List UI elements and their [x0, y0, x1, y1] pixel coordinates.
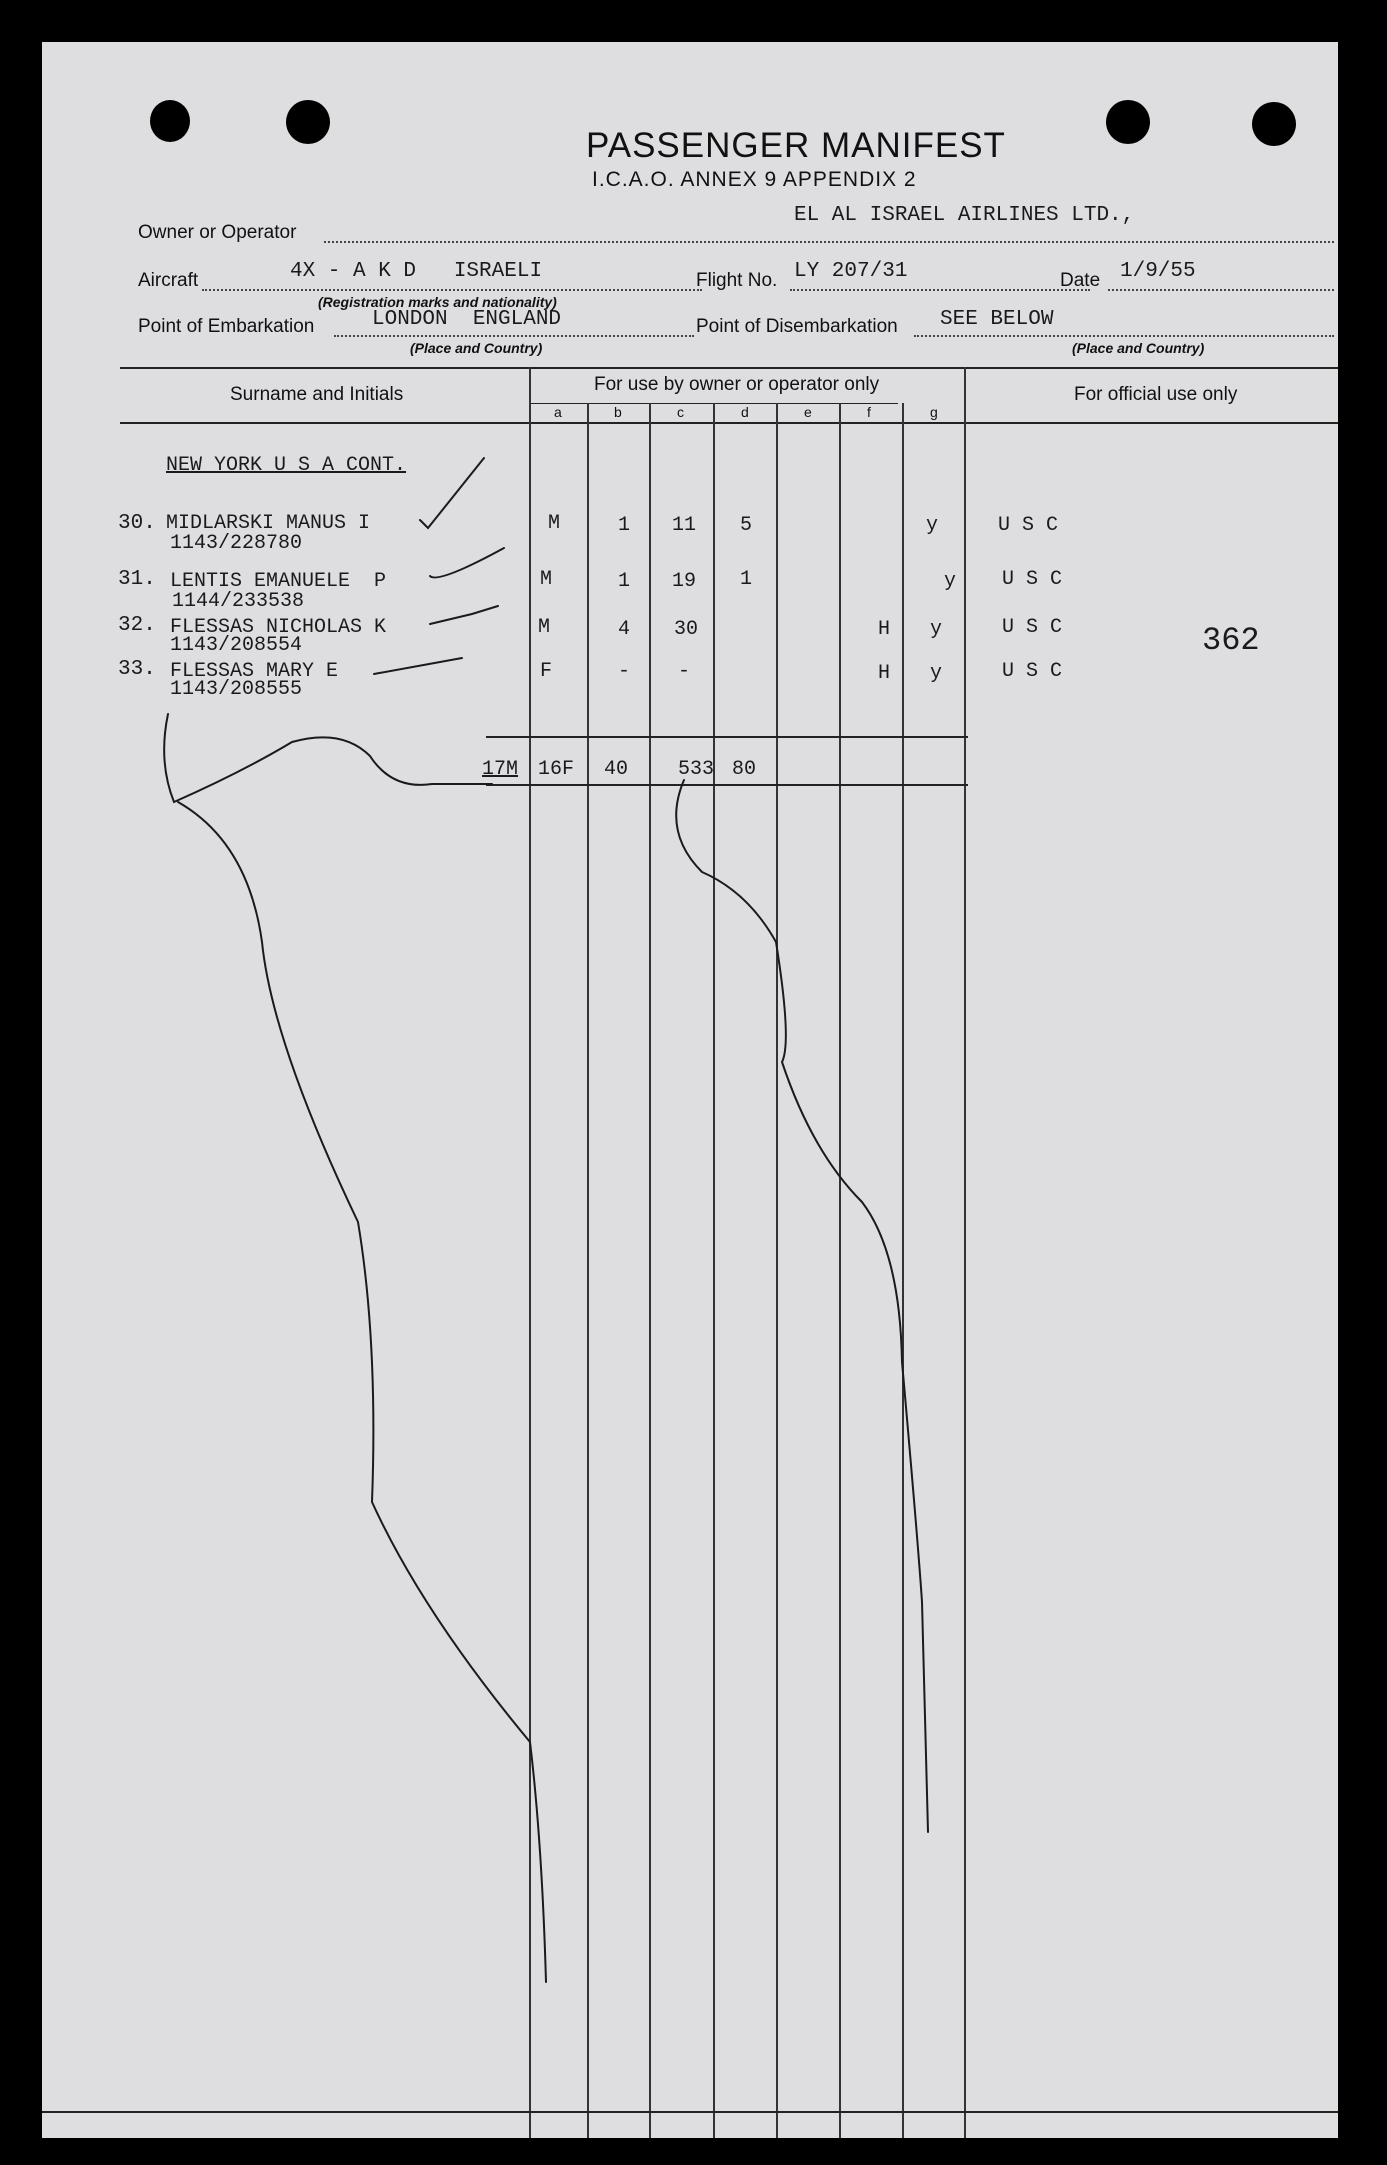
subcol-g: g — [930, 404, 938, 420]
cell-b: - — [618, 660, 631, 683]
subcol-f: f — [867, 404, 871, 420]
row-number: 33. — [118, 658, 156, 681]
official-status: U S C — [1002, 616, 1063, 639]
embarkation-label: Point of Embarkation — [138, 316, 315, 337]
disembarkation-value: SEE BELOW — [940, 308, 1054, 331]
subcol-b: b — [614, 404, 622, 420]
date-value: 1/9/55 — [1120, 260, 1196, 283]
official-status: U S C — [1002, 660, 1063, 683]
cell-a: M — [548, 512, 561, 535]
cell-b: 1 — [618, 570, 631, 593]
official-status: U S C — [998, 514, 1059, 537]
totals-d: 80 — [732, 758, 757, 781]
embarkation-note: (Place and Country) — [410, 340, 543, 356]
cell-c: 19 — [672, 570, 697, 593]
page-number: 362 — [1202, 622, 1260, 659]
tick-mark-icon — [374, 658, 462, 674]
tick-mark-icon — [420, 458, 484, 528]
cell-d: 5 — [740, 514, 753, 537]
manifest-sheet — [42, 42, 1338, 2138]
column-header-official: For official use only — [1074, 384, 1238, 405]
flight-label: Flight No. — [696, 270, 778, 291]
column-header-owner: For use by owner or operator only — [594, 374, 880, 395]
totals-a: 16F — [538, 758, 575, 781]
cell-a: F — [540, 660, 553, 683]
cell-g: y — [930, 618, 943, 641]
cell-b: 4 — [618, 618, 631, 641]
cell-g: y — [926, 514, 939, 537]
passenger-ref: 1143/208555 — [170, 678, 303, 701]
cell-g: y — [944, 570, 957, 593]
subcol-c: c — [677, 404, 684, 420]
totals-label: 17M — [482, 758, 519, 781]
owner-value: EL AL ISRAEL AIRLINES LTD., — [794, 204, 1135, 227]
aircraft-value: 4X - A K D ISRAELI — [290, 260, 543, 283]
date-label: Date — [1060, 270, 1101, 291]
passenger-ref: 1143/208554 — [170, 634, 303, 657]
tick-mark-icon — [430, 548, 504, 577]
passenger-name: FLESSAS NICHOLAS K — [170, 616, 387, 639]
cell-a: M — [540, 568, 553, 591]
section-heading: NEW YORK U S A CONT. — [166, 454, 407, 477]
aircraft-label: Aircraft — [138, 270, 199, 291]
cell-f: H — [878, 618, 891, 641]
cell-b: 1 — [618, 514, 631, 537]
cell-f: H — [878, 662, 891, 685]
subcol-d: d — [741, 404, 749, 420]
handwritten-strokes — [42, 42, 1338, 2138]
passenger-name: MIDLARSKI MANUS I — [166, 512, 371, 535]
cell-c: - — [678, 660, 691, 683]
tick-mark-icon — [430, 606, 498, 624]
passenger-name: FLESSAS MARY E — [170, 660, 339, 683]
closing-stroke-icon — [676, 780, 928, 1832]
passenger-name: LENTIS EMANUELE P — [170, 570, 387, 593]
owner-label: Owner or Operator — [138, 222, 297, 243]
totals-b: 40 — [604, 758, 629, 781]
subcol-e: e — [804, 404, 812, 420]
official-status: U S C — [1002, 568, 1063, 591]
cell-d: 1 — [740, 568, 753, 591]
row-number: 30. — [118, 512, 156, 535]
closing-stroke-icon — [178, 802, 546, 1982]
closing-stroke-icon — [164, 714, 492, 802]
row-number: 32. — [118, 614, 156, 637]
cell-c: 11 — [672, 514, 697, 537]
page-title: PASSENGER MANIFEST — [586, 126, 1006, 165]
page-subtitle: I.C.A.O. ANNEX 9 APPENDIX 2 — [592, 168, 917, 191]
disembarkation-note: (Place and Country) — [1072, 340, 1205, 356]
flight-value: LY 207/31 — [794, 260, 908, 283]
subcol-a: a — [554, 404, 562, 420]
totals-c: 533 — [678, 758, 715, 781]
cell-a: M — [538, 616, 551, 639]
embarkation-value: LONDON ENGLAND — [372, 308, 562, 331]
column-header-name: Surname and Initials — [230, 384, 404, 405]
row-number: 31. — [118, 568, 156, 591]
passenger-ref: 1144/233538 — [172, 590, 305, 613]
disembarkation-label: Point of Disembarkation — [696, 316, 898, 337]
cell-c: 30 — [674, 618, 699, 641]
passenger-ref: 1143/228780 — [170, 532, 303, 555]
registration-note: (Registration marks and nationality) — [318, 294, 557, 310]
cell-g: y — [930, 662, 943, 685]
